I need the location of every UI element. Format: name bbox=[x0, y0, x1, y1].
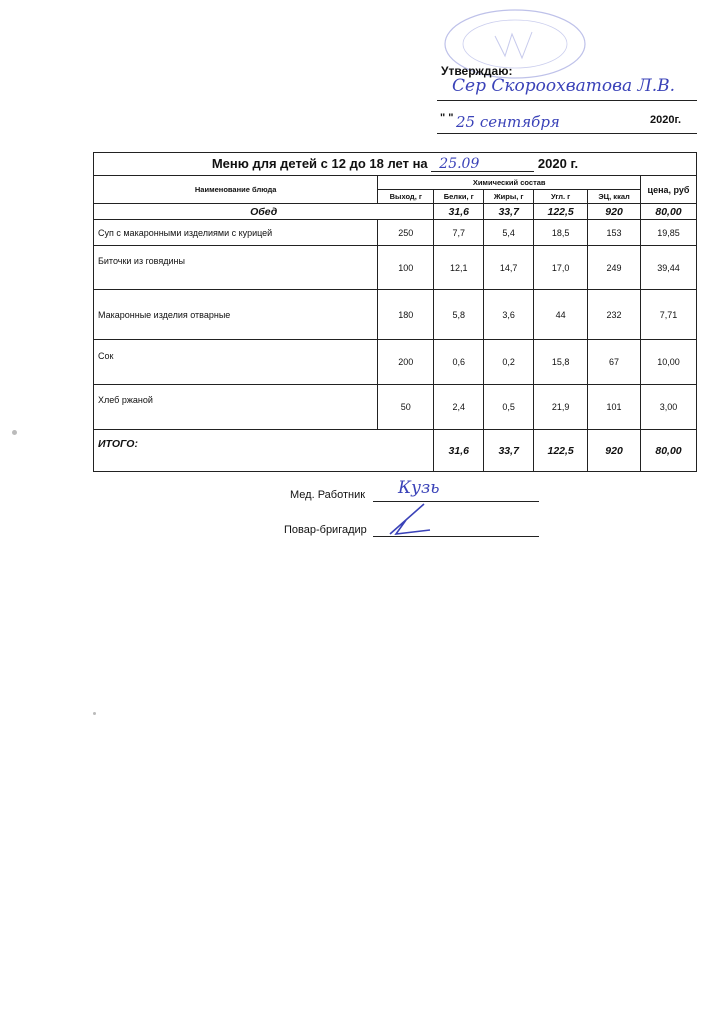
scan-speck bbox=[12, 430, 17, 435]
table-row bbox=[94, 246, 697, 290]
header-yield: Выход, г bbox=[378, 190, 434, 204]
date-quotes: " " bbox=[440, 112, 454, 124]
dish-fat: 3,6 bbox=[484, 290, 534, 340]
header-fat: Жиры, г bbox=[484, 190, 534, 204]
menu-title-suffix: 2020 г. bbox=[537, 156, 579, 171]
dish-carbs: 21,9 bbox=[534, 385, 588, 430]
approval-line bbox=[437, 100, 697, 101]
menu-title bbox=[94, 153, 697, 176]
table-row bbox=[94, 220, 697, 246]
section-name: Обед bbox=[94, 204, 434, 220]
section-row bbox=[94, 204, 697, 220]
approval-date-handwritten: 25 сентября bbox=[456, 113, 560, 131]
section-protein: 31,6 bbox=[434, 204, 484, 220]
dish-energy: 232 bbox=[588, 290, 641, 340]
total-carbs: 122,5 bbox=[534, 430, 588, 472]
dish-energy: 67 bbox=[588, 340, 641, 385]
approval-year: 2020г. bbox=[650, 114, 682, 126]
dish-price: 3,00 bbox=[641, 385, 697, 430]
dish-protein: 0,6 bbox=[434, 340, 484, 385]
menu-title-date: 25.09 bbox=[431, 157, 534, 172]
dish-price: 10,00 bbox=[641, 340, 697, 385]
dish-price: 19,85 bbox=[641, 220, 697, 246]
dish-protein: 5,8 bbox=[434, 290, 484, 340]
dish-yield: 180 bbox=[378, 290, 434, 340]
table-row bbox=[94, 340, 697, 385]
total-row bbox=[94, 430, 697, 472]
dish-yield: 50 bbox=[378, 385, 434, 430]
dish-fat: 5,4 bbox=[484, 220, 534, 246]
approval-date-line bbox=[437, 133, 697, 134]
dish-fat: 14,7 bbox=[484, 246, 534, 290]
dish-carbs: 17,0 bbox=[534, 246, 588, 290]
dish-price: 39,44 bbox=[641, 246, 697, 290]
menu-table bbox=[93, 152, 697, 472]
dish-carbs: 18,5 bbox=[534, 220, 588, 246]
header-protein: Белки, г bbox=[434, 190, 484, 204]
dish-yield: 250 bbox=[378, 220, 434, 246]
dish-name: Биточки из говядины bbox=[94, 246, 378, 290]
total-price: 80,00 bbox=[641, 430, 697, 472]
section-fat: 33,7 bbox=[484, 204, 534, 220]
section-carbs: 122,5 bbox=[534, 204, 588, 220]
menu-title-row bbox=[94, 153, 697, 176]
menu-title-prefix: Меню для детей с 12 до 18 лет на bbox=[211, 156, 428, 171]
dish-fat: 0,5 bbox=[484, 385, 534, 430]
header-carbs: Угл. г bbox=[534, 190, 588, 204]
dish-name: Сок bbox=[94, 340, 378, 385]
table-row bbox=[94, 385, 697, 430]
header-price: цена, руб bbox=[641, 176, 697, 204]
medic-label: Мед. Работник bbox=[290, 489, 366, 501]
total-protein: 31,6 bbox=[434, 430, 484, 472]
cook-label: Повар-бригадир bbox=[284, 524, 367, 536]
header-chem: Химический состав bbox=[378, 176, 641, 190]
dish-protein: 7,7 bbox=[434, 220, 484, 246]
dish-protein: 2,4 bbox=[434, 385, 484, 430]
total-energy: 920 bbox=[588, 430, 641, 472]
header-row-1 bbox=[94, 176, 697, 190]
dish-energy: 101 bbox=[588, 385, 641, 430]
medic-signature: Кузь bbox=[398, 478, 440, 498]
dish-yield: 200 bbox=[378, 340, 434, 385]
total-fat: 33,7 bbox=[484, 430, 534, 472]
section-energy: 920 bbox=[588, 204, 641, 220]
dish-carbs: 44 bbox=[534, 290, 588, 340]
cook-signature bbox=[384, 498, 444, 538]
dish-yield: 100 bbox=[378, 246, 434, 290]
approver-signature: Сер Скороохватова Л.В. bbox=[452, 76, 675, 96]
dish-price: 7,71 bbox=[641, 290, 697, 340]
dish-name: Хлеб ржаной bbox=[94, 385, 378, 430]
header-dish: Наименование блюда bbox=[94, 176, 378, 204]
header-energy: ЭЦ, ккал bbox=[588, 190, 641, 204]
table-row bbox=[94, 290, 697, 340]
scan-speck bbox=[93, 712, 96, 715]
dish-energy: 153 bbox=[588, 220, 641, 246]
dish-energy: 249 bbox=[588, 246, 641, 290]
dish-name: Суп с макаронными изделиями с курицей bbox=[94, 220, 378, 246]
dish-name: Макаронные изделия отварные bbox=[94, 290, 378, 340]
section-price: 80,00 bbox=[641, 204, 697, 220]
dish-fat: 0,2 bbox=[484, 340, 534, 385]
approve-label: Утверждаю: bbox=[441, 64, 513, 78]
dish-carbs: 15,8 bbox=[534, 340, 588, 385]
total-label: ИТОГО: bbox=[94, 430, 434, 472]
dish-protein: 12,1 bbox=[434, 246, 484, 290]
